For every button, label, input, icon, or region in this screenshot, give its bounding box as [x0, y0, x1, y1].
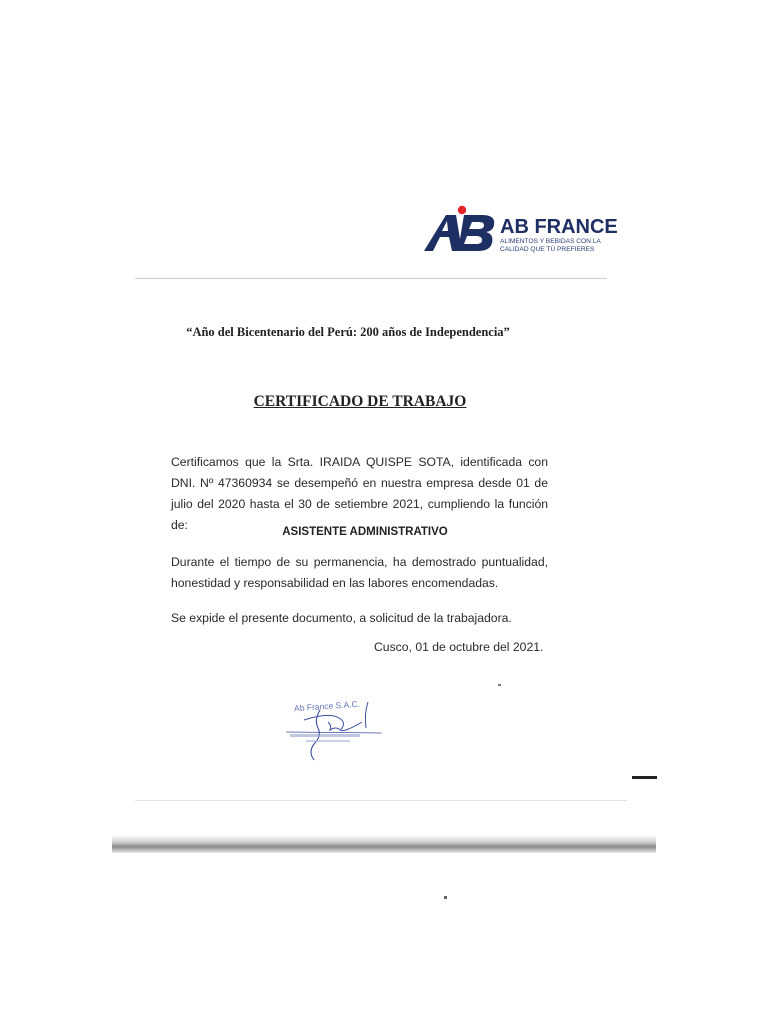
- scan-shadow-band: [112, 835, 656, 853]
- issuance-paragraph: Se expide el presente documento, a solicitud de la trabajadora.: [171, 611, 512, 625]
- brand-tagline-line-2: CALIDAD QUE TÚ PREFIERES: [500, 245, 595, 253]
- brand-name: AB FRANCE: [500, 216, 618, 238]
- certification-paragraph: Certificamos que la Srta. IRAIDA QUISPE SOTA, identificada con DNI. Nº 47360934 se desempeñó en nuestra empresa desde 01 de julio del 2020 hasta el 30 de setiembre 2021, cumpliendo la función de:: [171, 455, 548, 532]
- document-title: CERTIFICADO DE TRABAJO: [253, 393, 467, 410]
- scan-edge-mark: [632, 776, 657, 779]
- year-motto: “Año del Bicentenario del Perú: 200 años de Independencia”: [186, 325, 510, 339]
- place-and-date: Cusco, 01 de octubre del 2021.: [374, 640, 544, 654]
- performance-paragraph: Durante el tiempo de su permanencia, ha demostrado puntualidad, honestidad y responsabilidad en las labores encomendadas.: [171, 555, 548, 590]
- job-role: ASISTENTE ADMINISTRATIVO: [282, 526, 448, 538]
- signature-stamp: [284, 700, 384, 766]
- scan-speck: [498, 684, 501, 686]
- scan-speck: [444, 896, 447, 899]
- stamp-company-name: Ab France S.A.C.: [293, 698, 361, 714]
- ab-logo-icon: [422, 205, 498, 253]
- scan-line: [135, 800, 627, 801]
- brand-tagline: [500, 238, 622, 253]
- company-logo: [422, 205, 622, 257]
- header-divider: [135, 278, 607, 279]
- brand-tagline-line-1: ALIMENTOS Y BEBIDAS CON LA: [500, 238, 601, 245]
